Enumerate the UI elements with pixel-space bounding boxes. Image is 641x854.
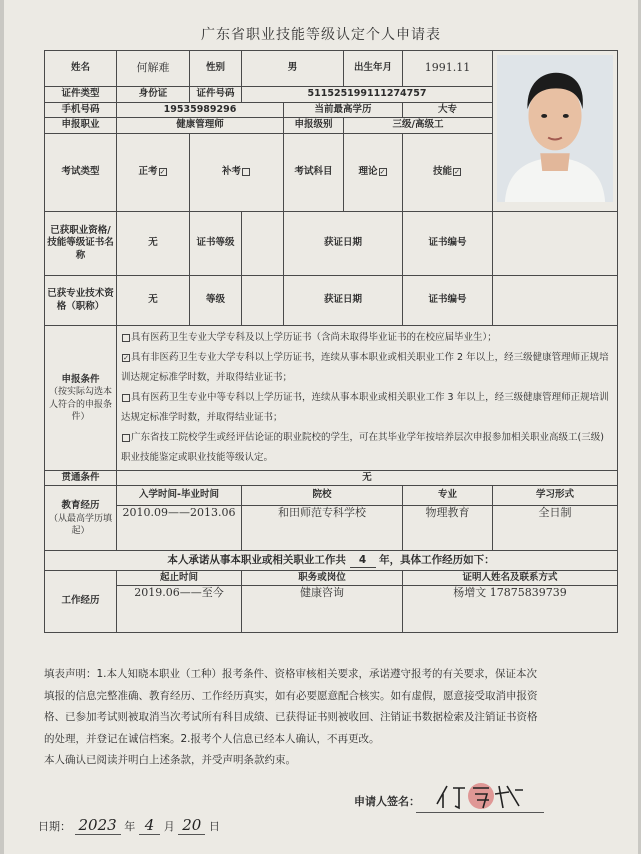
- idtype-value: 身份证: [117, 87, 190, 103]
- edu-label: 当前最高学历: [284, 102, 403, 118]
- checkbox-checked-icon: ✓: [159, 167, 166, 176]
- edu-row-major: 物理教育: [403, 506, 493, 551]
- cert2-level-label: 等级: [190, 276, 242, 326]
- conditions-list: [117, 326, 618, 471]
- exam-regular: [117, 133, 190, 212]
- cert2-no-value: [493, 276, 618, 326]
- checkbox-empty-icon: [122, 394, 130, 402]
- education-label-cell: [45, 486, 117, 551]
- applicant-photo-icon: [497, 55, 613, 202]
- cert1-level-value: [242, 212, 284, 276]
- date-year: 2023: [75, 816, 121, 835]
- checkbox-checked-icon: ✓: [123, 353, 129, 362]
- job-value: 健康管理师: [117, 118, 284, 134]
- edu-row-form: 全日制: [493, 506, 618, 551]
- declaration-line: 填报的信息完整准确、教育经历、工作经历真实，如有必要愿意配合核实。如有虚假，愿意接受取消申报资: [44, 689, 538, 702]
- idtype-label: 证件类型: [45, 87, 117, 103]
- phone-label: 手机号码: [45, 102, 117, 118]
- condition-text: 具有医药卫生专业中等专科以上学历证书，连续从事本职业或相关职业工作 3 年以上，经三级健康管理师正规培训达规定标准学时数，并取得结业证书；: [121, 392, 609, 424]
- declaration-line: 填表声明：1.本人知晓本职业（工种）报考条件、资格审核相关要求，承诺遵守报考的有关要求，保证本次: [44, 668, 538, 680]
- level-label: 申报级别: [284, 118, 344, 134]
- cert1-value: 无: [117, 212, 190, 276]
- edu-row-time: 2010.09——2013.06: [117, 506, 242, 551]
- name-value: 何解难: [117, 51, 190, 87]
- education-label: 教育经历: [61, 499, 100, 511]
- date-label: 日期：: [38, 820, 71, 833]
- idno-label: 证件号码: [190, 87, 242, 103]
- checkbox-empty-icon: [122, 334, 130, 342]
- work-years: 4: [350, 553, 376, 568]
- name-label: 姓名: [45, 51, 117, 87]
- signature-line: [416, 812, 544, 813]
- edu-row-school: 和田师范专科学校: [242, 506, 403, 551]
- signature-label: 申请人签名：: [354, 795, 420, 808]
- work-label: 工作经历: [45, 571, 117, 633]
- checkbox-empty-icon: [122, 434, 130, 442]
- checkbox-empty-icon: [242, 168, 250, 176]
- exam-theory: [344, 133, 403, 212]
- birth-value: 1991.11: [403, 51, 493, 87]
- work-header-time: 起止时间: [117, 571, 242, 586]
- condition-text: 广东省技工院校学生或经评估论证的职业院校的学生，可在其毕业学年按培养层次申报参加相关职业高级工(三级)职业技能鉴定或职业技能等级认定。: [121, 432, 604, 464]
- condition-item: [121, 428, 613, 468]
- exam-subject-label: 考试科目: [284, 133, 344, 212]
- condition-text: 具有非医药卫生专业大学专科以上学历证书，连续从事本职业或相关职业工作 2 年以上，经三级健康管理师正规培训达规定标准学时数，并取得结业证书；: [121, 352, 609, 384]
- exam-skill-label: 技能: [433, 166, 453, 178]
- date-month: 4: [139, 816, 161, 835]
- gender-value: 男: [242, 51, 344, 87]
- edu-header-major: 专业: [403, 486, 493, 506]
- condition-item: [121, 348, 613, 388]
- idno-value: 511525199111274757: [242, 87, 493, 103]
- conditions-label: 申报条件: [61, 373, 100, 385]
- cert2-no-label: 证书编号: [403, 276, 493, 326]
- level-value: 三级/高级工: [344, 118, 493, 134]
- cert1-label: 已获职业资格/技能等级证书名称: [45, 212, 117, 276]
- applicant-photo: [493, 51, 618, 212]
- conditions-label-note: （按实际勾选本人符合的申报条件）: [48, 387, 112, 422]
- date-day-suffix: 日: [208, 820, 220, 833]
- exam-regular-label: 正考: [138, 166, 158, 178]
- application-form-page: [4, 0, 638, 854]
- edu-header-form: 学习形式: [493, 486, 618, 506]
- cert2-value: 无: [117, 276, 190, 326]
- exam-makeup-label: 补考: [221, 166, 241, 178]
- declaration-line: 本人确认已阅读并明白上述条款，并受声明条款约束。: [44, 754, 296, 766]
- exam-makeup: [190, 133, 284, 212]
- cert1-level-label: 证书等级: [190, 212, 242, 276]
- work-row-witness: 杨增文 17875839739: [403, 586, 618, 633]
- condition-text: 具有医药卫生专业大学专科及以上学历证书（含尚未取得毕业证书的在校应届毕业生）；: [131, 332, 497, 344]
- form-title: 广东省职业技能等级认定个人申请表: [201, 27, 441, 43]
- cert2-date-label: 获证日期: [284, 276, 403, 326]
- declaration-line: 格、已参加考试则被取消当次考试所有科目成绩、已获得证书则被收回、注销证书数据检索及注销证书资格: [44, 711, 538, 723]
- edu-value: 大专: [403, 102, 493, 118]
- birth-label: 出生年月: [344, 51, 403, 87]
- date-month-suffix: 月: [163, 820, 175, 833]
- phone-value: 19535989296: [117, 102, 284, 118]
- work-row-time: 2019.06——至今: [117, 586, 242, 633]
- work-commitment-pre: 本人承诺从事本职业或相关职业工作共: [167, 554, 346, 567]
- cert1-no-value: [493, 212, 618, 276]
- checkbox-checked-icon: ✓: [454, 167, 460, 176]
- work-commitment: [45, 551, 618, 571]
- through-value: 无: [117, 471, 618, 486]
- application-table: [44, 50, 618, 633]
- edu-header-time: 入学时间-毕业时间: [117, 486, 242, 506]
- gender-label: 性别: [190, 51, 242, 87]
- through-label: 贯通条件: [45, 471, 117, 486]
- work-row-position: 健康咨询: [242, 586, 403, 633]
- cert2-label: 已获专业技术资格（职称）: [45, 276, 117, 326]
- date-day: 20: [178, 816, 205, 835]
- education-label-note: （从最高学历填起）: [48, 513, 112, 536]
- declaration-line: 的处理，并登记在诚信档案。2.报考个人信息已经本人确认，不再更改。: [44, 732, 380, 745]
- condition-item: [121, 328, 613, 348]
- declaration: [44, 664, 612, 772]
- date-row: [38, 816, 220, 834]
- work-commitment-post: 年，具体工作经历如下：: [379, 554, 495, 567]
- exam-theory-label: 理论: [358, 166, 378, 178]
- edu-header-school: 院校: [242, 486, 403, 506]
- cert1-date-label: 获证日期: [284, 212, 403, 276]
- condition-item: [121, 388, 613, 428]
- work-header-witness: 证明人姓名及联系方式: [403, 571, 618, 586]
- cert1-no-label: 证书编号: [403, 212, 493, 276]
- exam-skill: [403, 133, 493, 212]
- cert2-level-value: [242, 276, 284, 326]
- job-label: 申报职业: [45, 118, 117, 134]
- date-year-suffix: 年: [124, 820, 136, 833]
- conditions-label-cell: [45, 326, 117, 471]
- exam-type-label: 考试类型: [45, 133, 117, 212]
- checkbox-checked-icon: ✓: [379, 167, 386, 176]
- work-header-position: 职务或岗位: [242, 571, 403, 586]
- handwritten-signature: [429, 780, 529, 812]
